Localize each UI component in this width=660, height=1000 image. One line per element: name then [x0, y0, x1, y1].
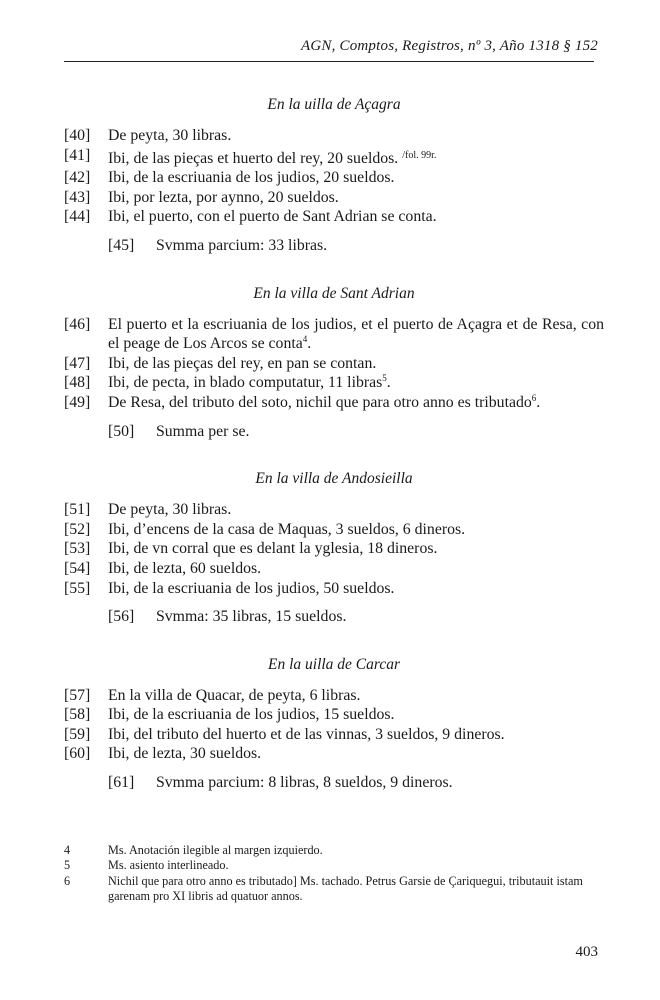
- entry-number: [52]: [64, 520, 91, 538]
- entry: [64, 146, 604, 169]
- footnote-reference: 5: [382, 373, 387, 384]
- entry-number: [58]: [64, 706, 91, 724]
- entry-text: Ibi, de la escriuania de los judios, 50 sueldos.: [108, 579, 395, 597]
- entry-text-end: .: [307, 335, 312, 353]
- section: [64, 283, 604, 442]
- entry: [64, 354, 604, 374]
- entry-number: [43]: [64, 188, 91, 206]
- summa-text: Svmma parcium: 33 libras.: [156, 236, 328, 254]
- entry-text: Ibi, de lezta, 60 sueldos.: [108, 559, 262, 577]
- entry: [64, 686, 604, 706]
- entry-text-block: [108, 168, 604, 188]
- entry-number: [53]: [64, 540, 91, 558]
- section-gap: [64, 441, 604, 468]
- entry-text-end: .: [536, 393, 541, 411]
- entry-text-block: [108, 725, 604, 745]
- footnote: [64, 843, 594, 858]
- entry-text-block: [108, 146, 604, 169]
- entry-number: [50]: [108, 422, 135, 440]
- entry-text-block: [108, 686, 604, 706]
- entry-text-block: [108, 354, 604, 374]
- footnote-number: 6: [64, 873, 71, 888]
- entry: [64, 744, 604, 764]
- entry-text: Ibi, de la escriuania de los judios, 15 sueldos.: [108, 706, 395, 724]
- section-title: En la uilla de Açagra: [267, 96, 401, 113]
- entry: [64, 168, 604, 188]
- entry-number: [56]: [108, 608, 135, 626]
- section: [64, 654, 604, 793]
- entry-text: Ibi, de pecta, in blado computatur, 11 libras: [108, 374, 383, 392]
- entry-text-block: [108, 579, 604, 599]
- entry-number: [59]: [64, 725, 91, 743]
- entry-number: [51]: [64, 501, 91, 519]
- section-title: En la uilla de Carcar: [267, 655, 401, 673]
- footnote-reference: 4: [302, 334, 308, 345]
- entry-text: De peyta, 30 libras.: [108, 127, 232, 144]
- footnotes: [64, 843, 594, 905]
- main-text: [64, 94, 604, 793]
- entry-text: Ibi, d’encens de la casa de Maquas, 3 sueldos, 6 dineros.: [108, 520, 466, 538]
- entry-number: [41]: [64, 146, 91, 164]
- entry-number: [55]: [64, 579, 91, 597]
- entry-text-block: [108, 126, 604, 146]
- entry-text-end: .: [386, 374, 391, 392]
- entry-number: [44]: [64, 208, 91, 226]
- entry-text: Ibi, de vn corral que es delant la yglesia, 18 dineros.: [108, 540, 438, 558]
- summa-line: [64, 773, 604, 793]
- folio-marker: /fol. 99r.: [402, 149, 437, 161]
- entry: [64, 207, 604, 227]
- entry: [64, 705, 604, 725]
- summa-text: Svmma parcium: 8 libras, 8 sueldos, 9 dineros.: [156, 774, 453, 792]
- entry-number: [60]: [64, 745, 91, 763]
- section: [64, 94, 604, 256]
- footnote-number: 4: [64, 843, 71, 857]
- page-number: 403: [575, 944, 598, 960]
- summa-text: Summa per se.: [156, 422, 250, 440]
- entry-text: De Resa, del tributo del soto, nichil que para otro anno es tributado: [108, 393, 532, 411]
- section-title: En la villa de Andosieilla: [255, 470, 413, 488]
- entry: [64, 559, 604, 579]
- entry-number: [40]: [64, 127, 91, 144]
- entry-text: De peyta, 30 libras.: [108, 501, 232, 519]
- entry: [64, 500, 604, 520]
- entry-text: Ibi, de las pieças et huerto del rey, 20 sueldos.: [108, 149, 399, 167]
- summa-line: [64, 236, 604, 256]
- entry-number: [61]: [108, 774, 135, 792]
- entry-text-block: [108, 207, 604, 227]
- header-rule: [64, 61, 594, 62]
- footnote: [64, 858, 594, 873]
- summa-line: [64, 422, 604, 442]
- entry-number: [49]: [64, 393, 91, 411]
- entry-number: [48]: [64, 374, 91, 392]
- entry: [64, 579, 604, 599]
- section: [64, 468, 604, 627]
- entry-number: [45]: [108, 236, 135, 254]
- entry: [64, 126, 604, 146]
- entry-text: Ibi, el puerto, con el puerto de Sant Adrian se conta.: [108, 208, 437, 226]
- entry-text: Ibi, del tributo del huerto et de las vinnas, 3 sueldos, 9 dineros.: [108, 725, 505, 743]
- summa-text: Svmma: 35 libras, 15 sueldos.: [156, 608, 347, 626]
- footnote-text: Ms. asiento interlineado.: [108, 858, 229, 873]
- entry-text: Ibi, de las pieças del rey, en pan se contan.: [108, 354, 377, 372]
- entry-text: En la villa de Quacar, de peyta, 6 libras.: [108, 686, 361, 704]
- footnote-text: Nichil que para otro anno es tributado] Ms. tachado. Petrus Garsie de Çariquegui, tributauit istam garenam pro XI libris ad quatuor annos.: [108, 873, 583, 904]
- entry-text-block: [108, 559, 604, 579]
- summa-line: [64, 607, 604, 627]
- entry: [64, 315, 604, 354]
- footnote-number: 5: [64, 858, 71, 873]
- entry-text-block: [108, 315, 604, 354]
- entry-text: El puerto et la escriuania de los judios, et el puerto de Açagra et de Resa, con el peage de Los Arcos se conta: [108, 315, 604, 353]
- entry-number: [47]: [64, 354, 91, 372]
- entry-text: Ibi, de la escriuania de los judios, 20 sueldos.: [108, 169, 395, 187]
- entry-text-block: [108, 188, 604, 208]
- footnote-reference: 6: [531, 392, 537, 403]
- section-gap: [64, 256, 604, 283]
- entry: [64, 725, 604, 745]
- footnote: [64, 874, 594, 905]
- entry-text: Ibi, por lezta, por aynno, 20 sueldos.: [108, 188, 339, 206]
- section-title: En la villa de Sant Adrian: [253, 284, 415, 302]
- entry-text-block: [108, 705, 604, 725]
- entry-text-block: [108, 539, 604, 559]
- entry-text-block: [108, 393, 604, 413]
- entry-text-block: [108, 520, 604, 540]
- entry-number: [54]: [64, 559, 91, 577]
- entry-text-block: [108, 373, 604, 393]
- entry: [64, 373, 604, 393]
- entry-text: Ibi, de lezta, 30 sueldos.: [108, 745, 262, 763]
- entry-text-block: [108, 500, 604, 520]
- footnote-text: Ms. Anotación ilegible al margen izquierdo.: [108, 843, 323, 857]
- section-gap: [64, 627, 604, 654]
- entry: [64, 393, 604, 413]
- entry-number: [57]: [64, 686, 91, 704]
- entry: [64, 188, 604, 208]
- entry-number: [46]: [64, 315, 91, 333]
- entry: [64, 520, 604, 540]
- entry-text-block: [108, 744, 604, 764]
- entry: [64, 539, 604, 559]
- running-head: AGN, Comptos, Registros, nº 3, Año 1318 § 152: [301, 38, 598, 54]
- entry-number: [42]: [64, 169, 91, 187]
